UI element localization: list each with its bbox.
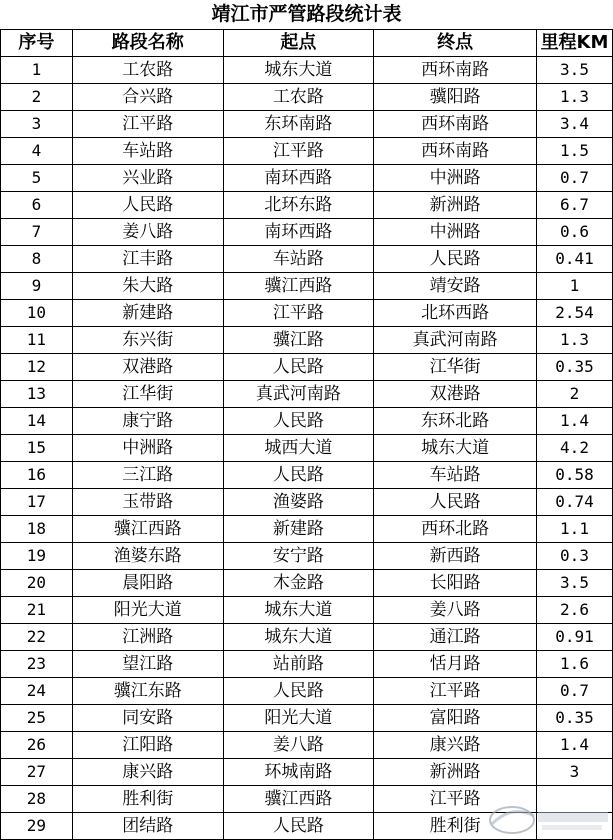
table-row	[1, 597, 613, 624]
row-road-name: 康宁路	[72, 408, 223, 435]
row-road-name: 玉带路	[72, 489, 223, 516]
row-road-name: 兴业路	[72, 165, 223, 192]
row-start-point: 骥江西路	[223, 273, 374, 300]
header-road: 路段名称	[72, 30, 223, 57]
row-road-name: 中洲路	[72, 435, 223, 462]
row-start-point: 城西大道	[223, 435, 374, 462]
row-end-point: 城东大道	[374, 435, 537, 462]
header-distance: 里程KM	[537, 30, 613, 57]
row-distance: 2.54	[537, 300, 613, 327]
table-row	[1, 435, 613, 462]
row-index: 29	[1, 813, 73, 840]
row-start-point: 安宁路	[223, 543, 374, 570]
row-start-point: 城东大道	[223, 57, 374, 84]
row-index: 3	[1, 111, 73, 138]
row-road-name: 骥江东路	[72, 678, 223, 705]
table-row	[1, 111, 613, 138]
row-index: 17	[1, 489, 73, 516]
row-index: 25	[1, 705, 73, 732]
row-road-name: 阳光大道	[72, 597, 223, 624]
row-index: 24	[1, 678, 73, 705]
table-row	[1, 219, 613, 246]
row-end-point: 靖安路	[374, 273, 537, 300]
row-distance: 0.7	[537, 165, 613, 192]
header-row	[1, 30, 613, 57]
row-end-point: 西环南路	[374, 111, 537, 138]
row-end-point: 江华街	[374, 354, 537, 381]
row-distance: 0.3	[537, 543, 613, 570]
table-row	[1, 192, 613, 219]
row-distance: 3.5	[537, 570, 613, 597]
row-distance: 1.3	[537, 84, 613, 111]
row-index: 22	[1, 624, 73, 651]
row-distance: 0.74	[537, 489, 613, 516]
table-row	[1, 732, 613, 759]
row-index: 20	[1, 570, 73, 597]
row-end-point: 东环北路	[374, 408, 537, 435]
road-table	[0, 29, 613, 840]
row-end-point: 胜利街	[374, 813, 537, 840]
row-distance: 1.5	[537, 138, 613, 165]
row-end-point: 中洲路	[374, 219, 537, 246]
row-end-point: 西环北路	[374, 516, 537, 543]
header-start: 起点	[223, 30, 374, 57]
row-road-name: 江平路	[72, 111, 223, 138]
header-index: 序号	[1, 30, 73, 57]
row-road-name: 朱大路	[72, 273, 223, 300]
table-row	[1, 246, 613, 273]
row-end-point: 通江路	[374, 624, 537, 651]
table-row	[1, 651, 613, 678]
row-end-point: 新洲路	[374, 759, 537, 786]
row-road-name: 东兴街	[72, 327, 223, 354]
row-start-point: 南环西路	[223, 219, 374, 246]
row-start-point: 江平路	[223, 138, 374, 165]
row-distance: 1	[537, 273, 613, 300]
row-road-name: 江阳路	[72, 732, 223, 759]
row-end-point: 车站路	[374, 462, 537, 489]
row-end-point: 骥阳路	[374, 84, 537, 111]
row-road-name: 姜八路	[72, 219, 223, 246]
row-distance: 0.6	[537, 219, 613, 246]
row-distance: 1.4	[537, 408, 613, 435]
row-start-point: 环城南路	[223, 759, 374, 786]
row-end-point: 康兴路	[374, 732, 537, 759]
row-distance: 0.58	[537, 462, 613, 489]
row-road-name: 合兴路	[72, 84, 223, 111]
row-distance: 2.6	[537, 597, 613, 624]
table-row	[1, 570, 613, 597]
row-end-point: 新西路	[374, 543, 537, 570]
table-row	[1, 57, 613, 84]
row-index: 6	[1, 192, 73, 219]
row-start-point: 新建路	[223, 516, 374, 543]
row-end-point: 双港路	[374, 381, 537, 408]
row-end-point: 江平路	[374, 786, 537, 813]
table-row	[1, 516, 613, 543]
table-row	[1, 705, 613, 732]
row-road-name: 工农路	[72, 57, 223, 84]
row-road-name: 同安路	[72, 705, 223, 732]
row-start-point: 人民路	[223, 678, 374, 705]
row-index: 19	[1, 543, 73, 570]
row-index: 7	[1, 219, 73, 246]
row-road-name: 胜利街	[72, 786, 223, 813]
row-road-name: 望江路	[72, 651, 223, 678]
row-end-point: 江平路	[374, 678, 537, 705]
row-distance: 6.7	[537, 192, 613, 219]
row-distance: 0.35	[537, 354, 613, 381]
row-end-point: 恬月路	[374, 651, 537, 678]
row-index: 15	[1, 435, 73, 462]
table-row	[1, 138, 613, 165]
row-start-point: 城东大道	[223, 597, 374, 624]
row-road-name: 晨阳路	[72, 570, 223, 597]
row-index: 10	[1, 300, 73, 327]
row-index: 16	[1, 462, 73, 489]
row-distance: 3.5	[537, 57, 613, 84]
row-start-point: 人民路	[223, 408, 374, 435]
row-end-point: 北环西路	[374, 300, 537, 327]
row-distance: 1.6	[537, 651, 613, 678]
row-start-point: 人民路	[223, 813, 374, 840]
row-index: 14	[1, 408, 73, 435]
row-distance: 3	[537, 759, 613, 786]
row-index: 27	[1, 759, 73, 786]
row-road-name: 江洲路	[72, 624, 223, 651]
row-road-name: 康兴路	[72, 759, 223, 786]
row-index: 23	[1, 651, 73, 678]
table-title: 靖江市严管路段统计表	[211, 3, 402, 25]
row-start-point: 阳光大道	[223, 705, 374, 732]
table-row	[1, 84, 613, 111]
row-road-name: 渔婆东路	[72, 543, 223, 570]
table-row	[1, 408, 613, 435]
row-start-point: 骥江路	[223, 327, 374, 354]
row-index: 5	[1, 165, 73, 192]
row-index: 9	[1, 273, 73, 300]
row-end-point: 西环南路	[374, 57, 537, 84]
row-index: 8	[1, 246, 73, 273]
row-distance: 0.91	[537, 624, 613, 651]
row-distance: 0.7	[537, 678, 613, 705]
row-end-point: 人民路	[374, 246, 537, 273]
row-start-point: 城东大道	[223, 624, 374, 651]
table-row	[1, 759, 613, 786]
row-start-point: 木金路	[223, 570, 374, 597]
table-row	[1, 165, 613, 192]
row-start-point: 车站路	[223, 246, 374, 273]
row-start-point: 北环东路	[223, 192, 374, 219]
row-distance: 2	[537, 381, 613, 408]
row-distance: 1.1	[537, 516, 613, 543]
row-road-name: 新建路	[72, 300, 223, 327]
table-row	[1, 273, 613, 300]
row-start-point: 工农路	[223, 84, 374, 111]
row-end-point: 姜八路	[374, 597, 537, 624]
row-distance: 1.3	[537, 327, 613, 354]
table-row	[1, 678, 613, 705]
row-index: 18	[1, 516, 73, 543]
row-end-point: 真武河南路	[374, 327, 537, 354]
row-road-name: 三江路	[72, 462, 223, 489]
row-road-name: 骥江西路	[72, 516, 223, 543]
row-start-point: 人民路	[223, 354, 374, 381]
site-logo-icon	[472, 800, 613, 838]
table-row	[1, 624, 613, 651]
table-body	[1, 57, 613, 840]
row-end-point: 中洲路	[374, 165, 537, 192]
row-index: 28	[1, 786, 73, 813]
row-index: 1	[1, 57, 73, 84]
row-start-point: 姜八路	[223, 732, 374, 759]
row-start-point: 东环南路	[223, 111, 374, 138]
table-row	[1, 381, 613, 408]
row-start-point: 南环西路	[223, 165, 374, 192]
row-end-point: 人民路	[374, 489, 537, 516]
row-start-point: 人民路	[223, 462, 374, 489]
row-start-point: 骥江西路	[223, 786, 374, 813]
row-end-point: 新洲路	[374, 192, 537, 219]
row-road-name: 江华街	[72, 381, 223, 408]
row-end-point: 富阳路	[374, 705, 537, 732]
row-road-name: 人民路	[72, 192, 223, 219]
row-start-point: 江平路	[223, 300, 374, 327]
table-row	[1, 300, 613, 327]
row-road-name: 双港路	[72, 354, 223, 381]
row-distance: 0.41	[537, 246, 613, 273]
row-index: 13	[1, 381, 73, 408]
row-road-name: 江丰路	[72, 246, 223, 273]
row-index: 11	[1, 327, 73, 354]
row-distance: 4.2	[537, 435, 613, 462]
row-index: 26	[1, 732, 73, 759]
row-index: 4	[1, 138, 73, 165]
table-row	[1, 354, 613, 381]
row-road-name: 车站路	[72, 138, 223, 165]
row-index: 12	[1, 354, 73, 381]
row-index: 2	[1, 84, 73, 111]
header-end: 终点	[374, 30, 537, 57]
row-distance: 0.35	[537, 705, 613, 732]
table-row	[1, 462, 613, 489]
row-index: 21	[1, 597, 73, 624]
row-end-point: 西环南路	[374, 138, 537, 165]
row-end-point: 长阳路	[374, 570, 537, 597]
row-distance: 3.4	[537, 111, 613, 138]
table-row	[1, 543, 613, 570]
table-row	[1, 489, 613, 516]
row-start-point: 真武河南路	[223, 381, 374, 408]
row-start-point: 渔婆路	[223, 489, 374, 516]
table-row	[1, 327, 613, 354]
row-distance: 1.4	[537, 732, 613, 759]
row-road-name: 团结路	[72, 813, 223, 840]
row-start-point: 站前路	[223, 651, 374, 678]
